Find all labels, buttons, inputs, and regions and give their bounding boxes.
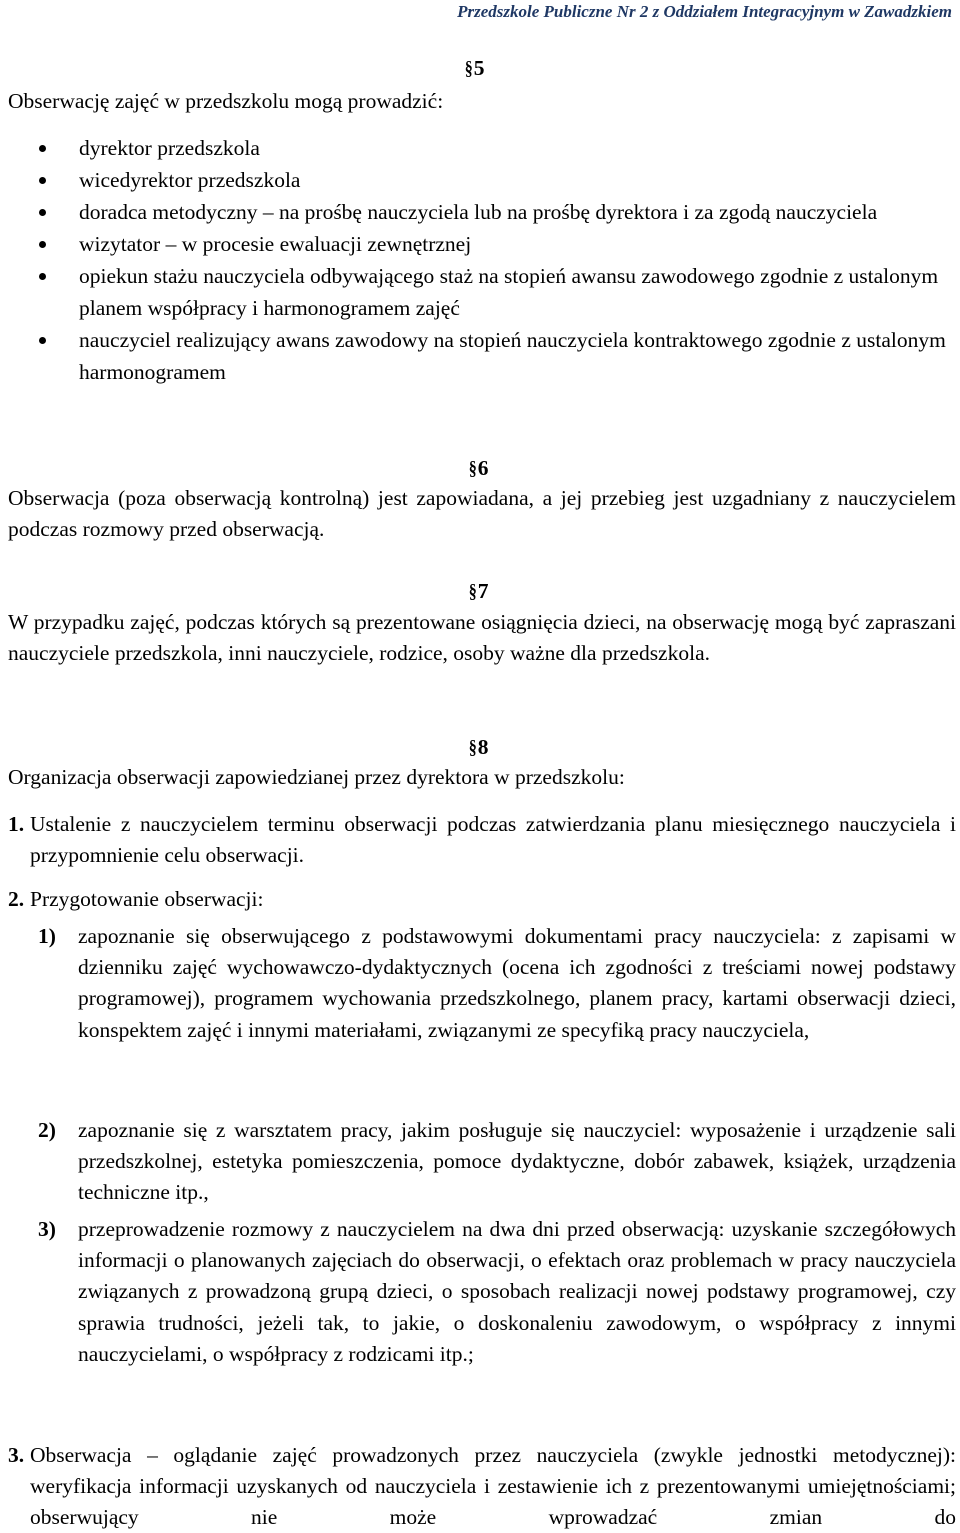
paragraph-sign-icon: § [464,56,473,80]
sub-item-number: 3) [38,1217,56,1241]
numbered-item-1 [8,809,956,871]
item-text: Ustalenie z nauczycielem terminu obserwacji podczas zatwierdzania planu miesięcznego nauczyciela i przypomnienie celu obserwacji. [30,812,956,867]
section-number: 6 [477,456,489,480]
sub-item-1 [38,921,956,1046]
bullet-icon [39,241,46,248]
bullet-icon [39,273,46,280]
numbered-item-3 [8,1440,956,1533]
numbered-item-2 [8,884,956,915]
section-8-heading [466,734,489,760]
section-number: 7 [477,579,489,603]
section-5-list [0,132,960,388]
item-text: Obserwacja – oglądanie zajęć prowadzonych przez nauczyciela (zwykle jednostki metodycznej): weryfikacja informacji uzyskanych od nauczyciela i zestawienie ich z prezentowanymi umiejętnościami; obserwujący nie może wprowadzać zmian do [30,1443,956,1529]
sub-item-text: zapoznanie się z warsztatem pracy, jakim posługuje się nauczyciel: wyposażenie i urządzenie sali przedszkolnej, estetyka pomieszczenia, pomoce dydaktyczne, dobór zabawek, książek, urządzenia techniczne itp., [78,1118,956,1205]
section-5-heading [462,55,485,81]
section-7-text: W przypadku zajęć, podczas których są prezentowane osiągnięcia dzieci, na obserwację mogą być zapraszani nauczyciele przedszkola, inni nauczyciele, rodzice, osoby ważne dla przedszkola. [8,610,956,665]
section-6-text: Obserwacja (poza obserwacją kontrolną) jest zapowiadana, a jej przebieg jest uzgadniany z nauczycielem podczas rozmowy przed obserwacją. [8,486,956,541]
bullet-icon [39,337,46,344]
sub-item-2 [38,1115,956,1209]
sub-item-text: przeprowadzenie rozmowy z nauczycielem na dwa dni przed obserwacją: uzyskanie szczegółowych informacji o planowanych zajęciach do obserwacji, o efektach oraz problemach w pracy nauczyciela związanych z prowadzoną grupą dzieci, o sposobach realizacji nowej podstawy programowej, czy sprawia trudności, jeżeli tak, to jakie, o doskonaleniu zawodowym, o współpracy z innymi nauczycielami, o współpracy z rodzicami itp.; [78,1217,956,1366]
sub-item-3 [38,1214,956,1370]
sub-item-number: 1) [38,924,56,948]
section-7-heading [466,578,489,604]
list-item: wizytator – w procesie ewaluacji zewnętrznej [0,228,960,260]
bullet-icon [39,177,46,184]
section-number: 8 [477,735,489,759]
list-item: doradca metodyczny – na prośbę nauczyciela lub na prośbę dyrektora i za zgodą nauczyciela [0,196,960,228]
bullet-icon [39,209,46,216]
list-item: opiekun stażu nauczyciela odbywającego staż na stopień awansu zawodowego zgodnie z ustalonym planem współpracy i harmonogramem zajęć [0,260,960,324]
page-header: Przedszkole Publiczne Nr 2 z Oddziałem Integracyjnym w Zawadzkiem [457,2,952,21]
section-8-intro: Organizacja obserwacji zapowiedzianej przez dyrektora w przedszkolu: [8,765,625,789]
paragraph-sign-icon: § [468,735,477,759]
list-item: dyrektor przedszkola [0,132,960,164]
paragraph-sign-icon: § [468,456,477,480]
item-number: 3. [8,1443,25,1467]
section-number: 5 [473,56,485,80]
item-text: Przygotowanie obserwacji: [30,887,264,911]
bullet-icon [39,145,46,152]
sub-item-number: 2) [38,1118,56,1142]
paragraph-sign-icon: § [468,579,477,603]
section-5-intro: Obserwację zajęć w przedszkolu mogą prowadzić: [8,89,444,113]
list-item: wicedyrektor przedszkola [0,164,960,196]
list-item: nauczyciel realizujący awans zawodowy na stopień nauczyciela kontraktowego zgodnie z ustalonym harmonogramem [0,324,960,388]
sub-item-text: zapoznanie się obserwującego z podstawowymi dokumentami pracy nauczyciela: z zapisami w dzienniku zajęć wychowawczo-dydaktycznych (ocena ich zgodności z treściami nowej podstawy programowej), programem wychowania przedszkolnego, planem pracy, kartami obserwacji dzieci, konspektem zajęć i innymi materiałami, związanymi ze specyfiką pracy nauczyciela, [78,924,956,1042]
item-number: 1. [8,812,25,836]
section-6-heading [466,455,489,481]
item-number: 2. [8,887,25,911]
